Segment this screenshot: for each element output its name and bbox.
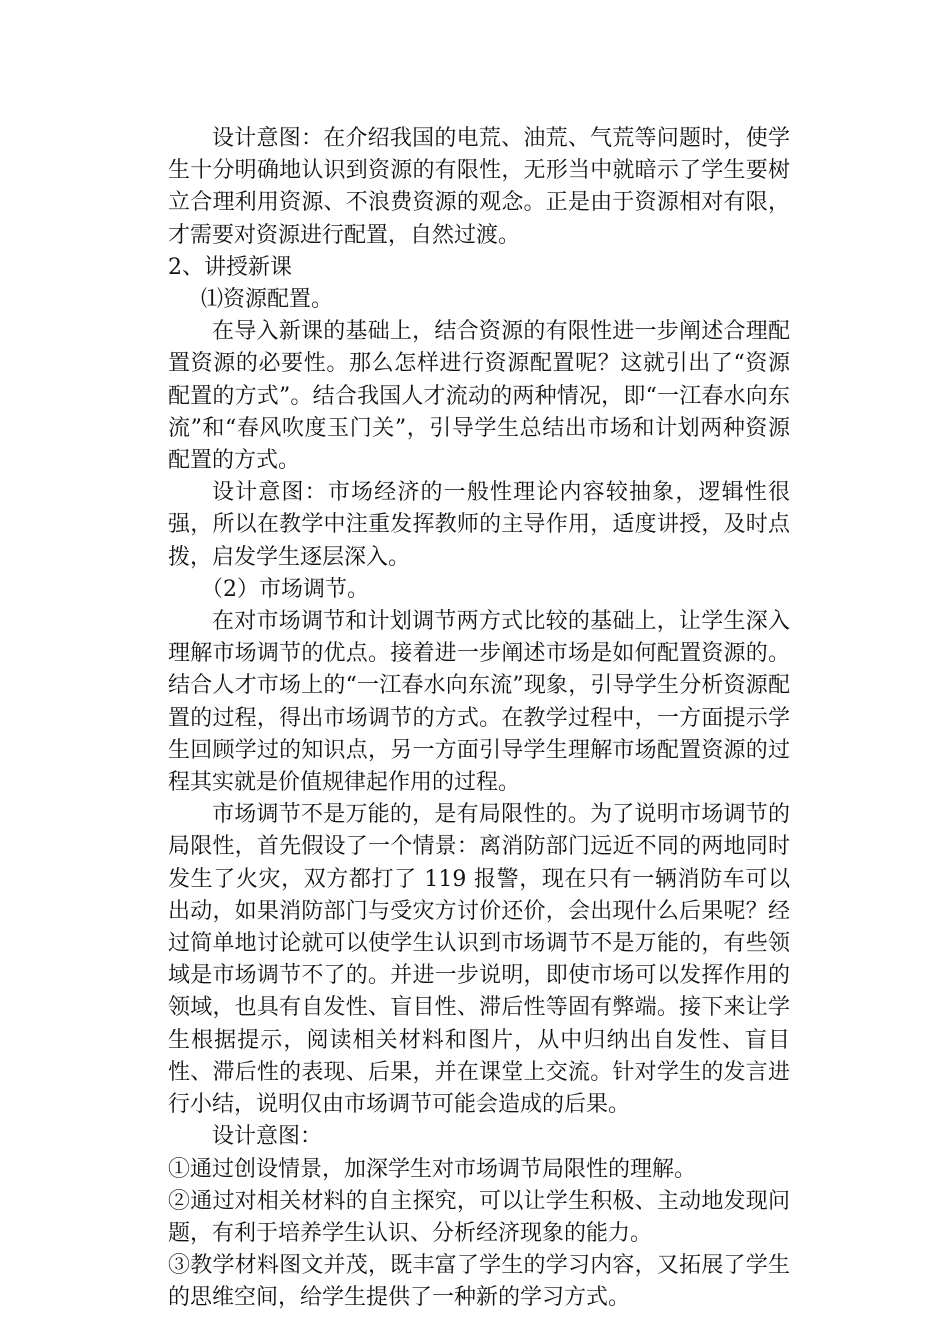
design-intent-paragraph-1: 设计意图：在介绍我国的电荒、油荒、气荒等问题时，使学生十分明确地认识到资源的有限性，无形当中就暗示了学生要树立合理利用资源、不浪费资源的观念。正是由于资源相对有限，才需要对资源进行配置，自然过渡。 xyxy=(168,126,790,248)
subsection-heading-resource-allocation: ⑴资源配置。 xyxy=(201,287,334,313)
list-item: ③教学材料图文并茂，既丰富了学生的学习内容，又拓展了学生的思维空间，给学生提供了一种新的学习方式。 xyxy=(168,1253,790,1311)
design-intent-heading: 设计意图： xyxy=(212,1124,323,1150)
section-heading-teach-new-lesson: 2、讲授新课 xyxy=(168,254,292,280)
design-intent-paragraph-2: 设计意图：市场经济的一般性理论内容较抽象，逻辑性很强，所以在教学中注重发挥教师的主导作用，适度讲授，及时点拨，启发学生逐层深入。 xyxy=(168,480,790,570)
resource-allocation-paragraph: 在导入新课的基础上，结合资源的有限性进一步阐述合理配置资源的必要性。那么怎样进行资源配置呢？这就引出了“资源配置的方式”。结合我国人才流动的两种情况，即“一江春水向东流”和“春风吹度玉门关”，引导学生总结出市场和计划两种资源配置的方式。 xyxy=(168,319,790,474)
subsection-heading-market-regulation: （2）市场调节。 xyxy=(201,576,369,602)
list-item: ②通过对相关材料的自主探究，可以让学生积极、主动地发现问题，有利于培养学生认识、分析经济现象的能力。 xyxy=(168,1188,790,1246)
market-regulation-paragraph: 在对市场调节和计划调节两方式比较的基础上，让学生深入理解市场调节的优点。接着进一步阐述市场是如何配置资源的。结合人才市场上的“一江春水向东流”现象，引导学生分析资源配置的过程，得出市场调节的方式。在教学过程中，一方面提示学生回顾学过的知识点，另一方面引导学生理解市场配置资源的过程其实就是价值规律起作用的过程。 xyxy=(168,609,790,796)
market-limitation-paragraph: 市场调节不是万能的，是有局限性的。为了说明市场调节的局限性，首先假设了一个情景：离消防部门远近不同的两地同时发生了火灾，双方都打了 119 报警，现在只有一辆消防车可以出动，如果消防部门与受灾方讨价还价，会出现什么后果呢？经过简单地讨论就可以使学生认识到市场调节不是万能的，有些领域是市场调节不了的。并进一步说明，即使市场可以发挥作用的领域，也具有自发性、盲目性、滞后性等固有弊端。接下来让学生根据提示，阅读相关材料和图片，从中归纳出自发性、盲目性、滞后性的表现、后果，并在课堂上交流。针对学生的发言进行小结，说明仅由市场调节可能会造成的后果。 xyxy=(168,802,790,1118)
document-body xyxy=(168,123,790,1315)
list-item: ①通过创设情景，加深学生对市场调节局限性的理解。 xyxy=(168,1156,697,1182)
